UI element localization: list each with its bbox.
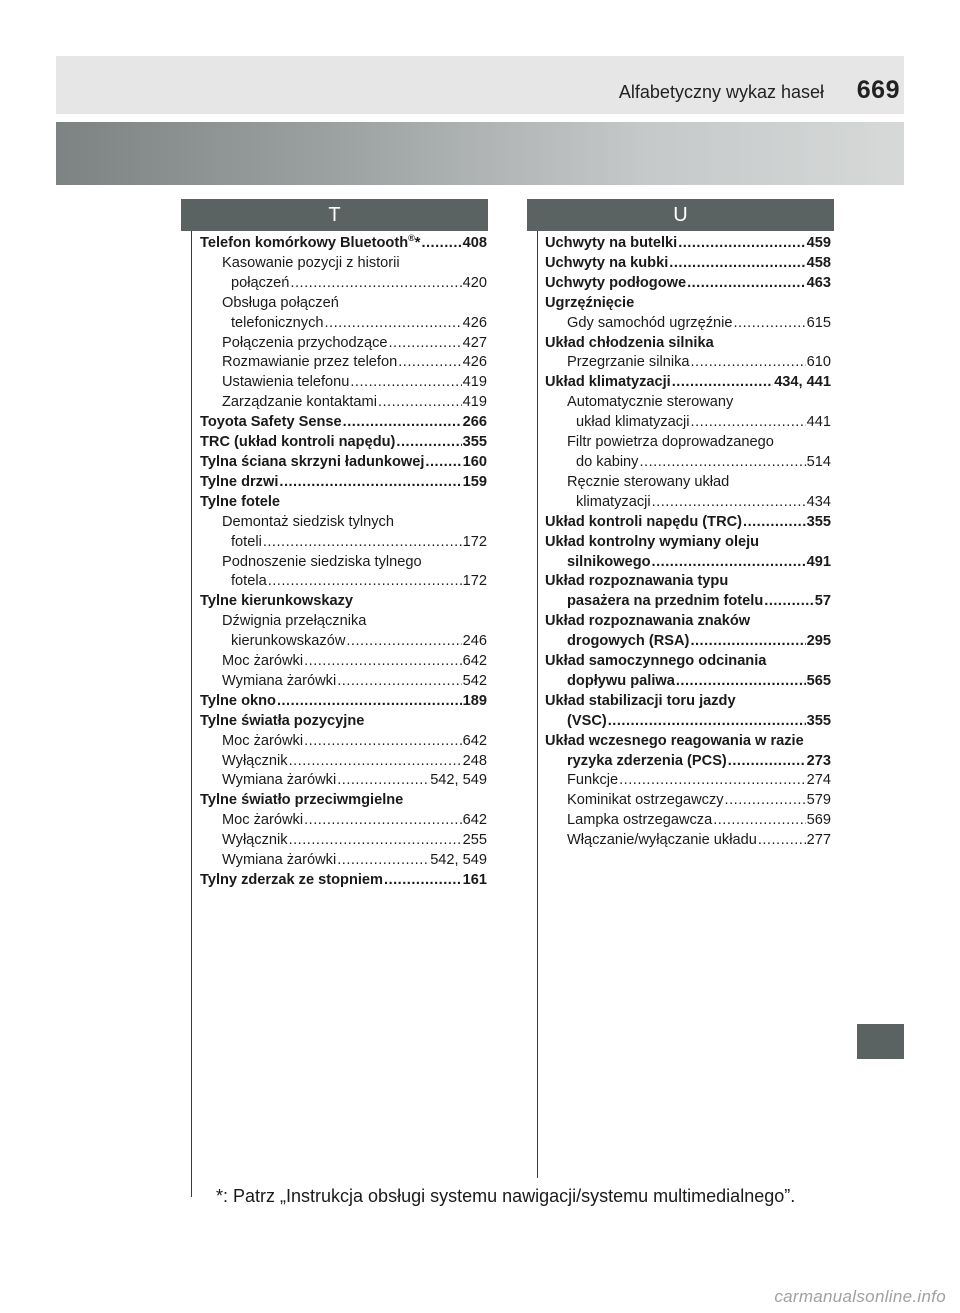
dot-leader [758, 831, 806, 851]
dot-leader [713, 811, 805, 831]
entry-term: Przegrzanie silnika [567, 354, 690, 371]
dot-leader [268, 572, 462, 592]
entry-term: Filtr powietrza doprowadzanego [567, 434, 774, 451]
entry-term: Obsługa połączeń [222, 294, 339, 311]
entry-term: Wyłącznik [222, 832, 288, 849]
entry-term: klimatyzacji [576, 493, 651, 510]
dot-leader [277, 692, 462, 712]
entry-term: Ugrzęźnięcie [545, 294, 635, 311]
index-entry [200, 732, 487, 752]
index-entry [200, 851, 487, 871]
page-reference: 57 [814, 593, 831, 610]
page-title: Alfabetyczny wykaz haseł [618, 82, 824, 102]
entry-term: Wyłącznik [222, 752, 288, 769]
index-entry [200, 871, 487, 891]
page-reference: 273 [806, 752, 831, 769]
index-entry [200, 473, 487, 493]
entry-term: TRC (układ kontroli napędu) [200, 434, 396, 451]
entry-term: Automatycznie sterowany [567, 394, 734, 411]
index-entry [545, 314, 831, 334]
entry-term: Układ chłodzenia silnika [545, 334, 714, 351]
entry-term: Układ klimatyzacji [545, 374, 671, 391]
index-entry [545, 353, 831, 373]
entry-term: Tylne światła pozycyjne [200, 712, 365, 729]
dot-leader [690, 632, 805, 652]
index-entry [200, 752, 487, 772]
dot-leader [324, 314, 461, 334]
dot-leader [337, 771, 429, 791]
dot-leader [733, 314, 805, 334]
entry-term: drogowych (RSA) [567, 633, 690, 650]
page-reference: 355 [806, 513, 831, 530]
index-entry [200, 553, 487, 593]
dot-leader [337, 851, 429, 871]
entry-term: Tylne kierunkowskazy [200, 593, 354, 610]
entry-term: Funkcje [567, 772, 619, 789]
index-entry [545, 811, 831, 831]
entry-term: Gdy samochód ugrzęźnie [567, 314, 733, 331]
page-reference: 459 [806, 235, 831, 251]
index-entry [200, 413, 487, 433]
dot-leader [263, 533, 462, 553]
section-letter-t: T [181, 199, 488, 231]
entry-term: Układ samoczynnego odcinania [545, 653, 767, 670]
entry-term: ryzyka zderzenia (PCS) [567, 752, 727, 769]
entry-term: kierunkowskazów [231, 633, 346, 650]
dot-leader [652, 493, 806, 513]
page-reference: 579 [806, 792, 831, 809]
index-entry [200, 672, 487, 692]
entry-term: Ustawienia telefonu [222, 374, 350, 391]
registered-mark: ® [408, 233, 415, 243]
index-entry [200, 234, 487, 254]
entry-term: Układ rozpoznawania typu [545, 573, 729, 590]
entry-term: Kasowanie pozycji z historii [222, 254, 400, 271]
entry-term: Tylne fotele [200, 493, 281, 510]
page-reference: 514 [806, 453, 831, 470]
entry-term: układ klimatyzacji [576, 414, 690, 431]
dot-leader [279, 473, 461, 493]
entry-term: Tylne drzwi [200, 473, 279, 490]
index-entry [545, 732, 831, 772]
entry-term: Uchwyty na kubki [545, 254, 669, 271]
dot-leader [652, 553, 806, 573]
page-reference: 159 [462, 473, 487, 490]
index-entry [545, 473, 831, 513]
entry-term: Układ wczesnego reagowania w razie [545, 732, 804, 749]
page-reference: 419 [462, 394, 487, 411]
entry-term: Wymiana żarówki [222, 772, 337, 789]
page-reference: 355 [462, 434, 487, 451]
page-reference: 355 [806, 712, 831, 729]
entry-term: Tylne okno [200, 692, 276, 709]
index-entry [200, 771, 487, 791]
index-entry [200, 254, 487, 294]
index-entry [200, 811, 487, 831]
entry-term: Tylna ściana skrzyni ładunkowej [200, 453, 425, 470]
page-reference: 491 [806, 553, 831, 570]
index-entry [200, 453, 487, 473]
dot-leader [676, 672, 806, 692]
index-entry [200, 831, 487, 851]
entry-term: foteli [231, 533, 262, 550]
dot-leader [384, 871, 462, 891]
entry-term: Dźwignia przełącznika [222, 613, 367, 630]
entry-term: Lampka ostrzegawcza [567, 812, 713, 829]
entry-term: Układ kontrolny wymiany oleju [545, 533, 760, 550]
index-entry [545, 831, 831, 851]
index-entry [545, 254, 831, 274]
index-entry [200, 353, 487, 373]
index-entry [200, 692, 487, 712]
section-letter-u: U [527, 199, 834, 231]
index-entry [545, 533, 831, 573]
entry-term: telefonicznych [231, 314, 324, 331]
page-reference: 565 [806, 672, 831, 689]
footnote-marker: * [414, 235, 421, 251]
dot-leader [290, 274, 461, 294]
entry-term: Wymiana żarówki [222, 852, 337, 869]
entry-term: Zarządzanie kontaktami [222, 394, 377, 411]
index-column-u [545, 234, 831, 851]
page-reference: 248 [462, 752, 487, 769]
dot-leader [304, 652, 462, 672]
entry-term: Wymiana żarówki [222, 672, 337, 689]
entry-term: Połączenia przychodzące [222, 334, 388, 351]
index-entry [545, 274, 831, 294]
page-reference: 277 [806, 832, 831, 849]
page-reference: 642 [462, 653, 487, 670]
index-entry [545, 373, 831, 393]
page-reference: 295 [806, 633, 831, 650]
index-entry [545, 771, 831, 791]
dot-leader [691, 413, 806, 433]
entry-term: Układ kontroli napędu (TRC) [545, 513, 743, 530]
index-entry [545, 393, 831, 433]
entry-term: Moc żarówki [222, 653, 304, 670]
page-reference: 266 [462, 414, 487, 431]
entry-term: Układ rozpoznawania znaków [545, 613, 751, 630]
dot-leader [690, 353, 805, 373]
entry-term: Tylny zderzak ze stopniem [200, 872, 384, 888]
index-entry [200, 513, 487, 553]
page-reference: 426 [462, 354, 487, 371]
index-column-t [200, 234, 487, 891]
dot-leader [672, 373, 773, 393]
entry-term: Uchwyty podłogowe [545, 274, 687, 291]
index-entry [200, 791, 487, 811]
index-entry [200, 373, 487, 393]
page-reference: 434 [806, 493, 831, 510]
dot-leader [619, 771, 806, 791]
dot-leader [378, 393, 462, 413]
entry-term: do kabiny [576, 453, 639, 470]
page-reference: 427 [462, 334, 487, 351]
entry-term: Kominikat ostrzegawczy [567, 792, 724, 809]
index-entry [545, 513, 831, 533]
page-reference: 542, 549 [430, 852, 487, 869]
dot-leader [728, 752, 806, 772]
page-reference: 610 [806, 354, 831, 371]
dot-leader [337, 672, 461, 692]
page-reference: 463 [806, 274, 831, 291]
page-reference: 274 [806, 772, 831, 789]
dot-leader [608, 712, 806, 732]
index-entry [200, 612, 487, 652]
page-reference: 441 [806, 414, 831, 431]
entry-term: Układ stabilizacji toru jazdy [545, 692, 736, 709]
page-reference: 542, 549 [430, 772, 487, 789]
dot-leader [346, 632, 461, 652]
watermark: carmanualsonline.info [774, 1287, 946, 1306]
index-entry [545, 234, 831, 254]
entry-term: Moc żarówki [222, 732, 304, 749]
page-reference: 172 [462, 533, 487, 550]
index-thumb-tab [857, 1024, 904, 1059]
index-entry [545, 433, 831, 473]
page-reference: 408 [462, 235, 487, 251]
page-reference: 246 [462, 633, 487, 650]
page-reference: 615 [806, 314, 831, 331]
index-entry [200, 294, 487, 334]
index-entry [545, 791, 831, 811]
entry-term: Toyota Safety Sense [200, 414, 342, 431]
index-entry [200, 334, 487, 354]
entry-term: silnikowego [567, 553, 651, 570]
dot-leader [725, 791, 806, 811]
page-reference: 458 [806, 254, 831, 271]
entry-term: fotela [231, 573, 267, 590]
entry-term: połączeń [231, 274, 290, 291]
page-reference: 172 [462, 573, 487, 590]
entry-term: Moc żarówki [222, 812, 304, 829]
index-entry [200, 592, 487, 612]
page-reference: 569 [806, 812, 831, 829]
dot-leader [289, 831, 462, 851]
entry-term: Ręcznie sterowany układ [567, 473, 730, 490]
page-reference: 160 [462, 453, 487, 470]
dot-leader [398, 353, 461, 373]
dot-leader [764, 592, 814, 612]
dot-leader [343, 413, 462, 433]
entry-term: (VSC) [567, 712, 607, 729]
page-reference: 426 [462, 314, 487, 331]
index-entry [200, 712, 487, 732]
left-column-rule [191, 231, 192, 1197]
dot-leader [678, 234, 805, 254]
index-entry [545, 334, 831, 354]
index-entry [200, 493, 487, 513]
index-entry [200, 433, 487, 453]
dot-leader [639, 453, 805, 473]
page-reference: 189 [462, 692, 487, 709]
entry-term: Podnoszenie siedziska tylnego [222, 553, 422, 570]
index-entry [545, 692, 831, 732]
page-reference: 419 [462, 374, 487, 391]
dot-leader [304, 811, 462, 831]
entry-term: Telefon komórkowy Bluetooth®* [200, 233, 421, 251]
index-entry [545, 612, 831, 652]
page-reference: 255 [462, 832, 487, 849]
entry-term: Uchwyty na butelki [545, 235, 678, 251]
entry-term: Demontaż siedzisk tylnych [222, 513, 394, 530]
page-reference: 642 [462, 812, 487, 829]
entry-term: Włączanie/wyłączanie układu [567, 832, 757, 849]
dot-leader [743, 513, 806, 533]
dot-leader [687, 274, 806, 294]
chapter-banner [56, 122, 904, 185]
dot-leader [425, 453, 461, 473]
right-column-rule [537, 231, 538, 1178]
page-reference: 161 [462, 872, 487, 888]
dot-leader [389, 334, 462, 354]
footnote: *: Patrz „Instrukcja obsługi systemu nawigacji/systemu multimedialnego”. [216, 1186, 796, 1206]
entry-term: dopływu paliwa [567, 672, 675, 689]
dot-leader [396, 433, 461, 453]
entry-term: pasażera na przednim fotelu [567, 593, 764, 610]
page-reference: 642 [462, 732, 487, 749]
page-reference: 420 [462, 274, 487, 291]
dot-leader [289, 752, 462, 772]
dot-leader [669, 254, 805, 274]
index-entry [200, 393, 487, 413]
dot-leader [421, 234, 461, 254]
index-entry [545, 572, 831, 612]
dot-leader [304, 732, 462, 752]
entry-term: Rozmawianie przez telefon [222, 354, 398, 371]
page-reference: 434, 441 [774, 374, 831, 391]
entry-term: Tylne światło przeciwmgielne [200, 792, 404, 809]
page-number: 669 [856, 76, 900, 104]
index-entry [545, 294, 831, 314]
page-reference: 542 [462, 672, 487, 689]
index-entry [545, 652, 831, 692]
index-entry [200, 652, 487, 672]
dot-leader [350, 373, 461, 393]
